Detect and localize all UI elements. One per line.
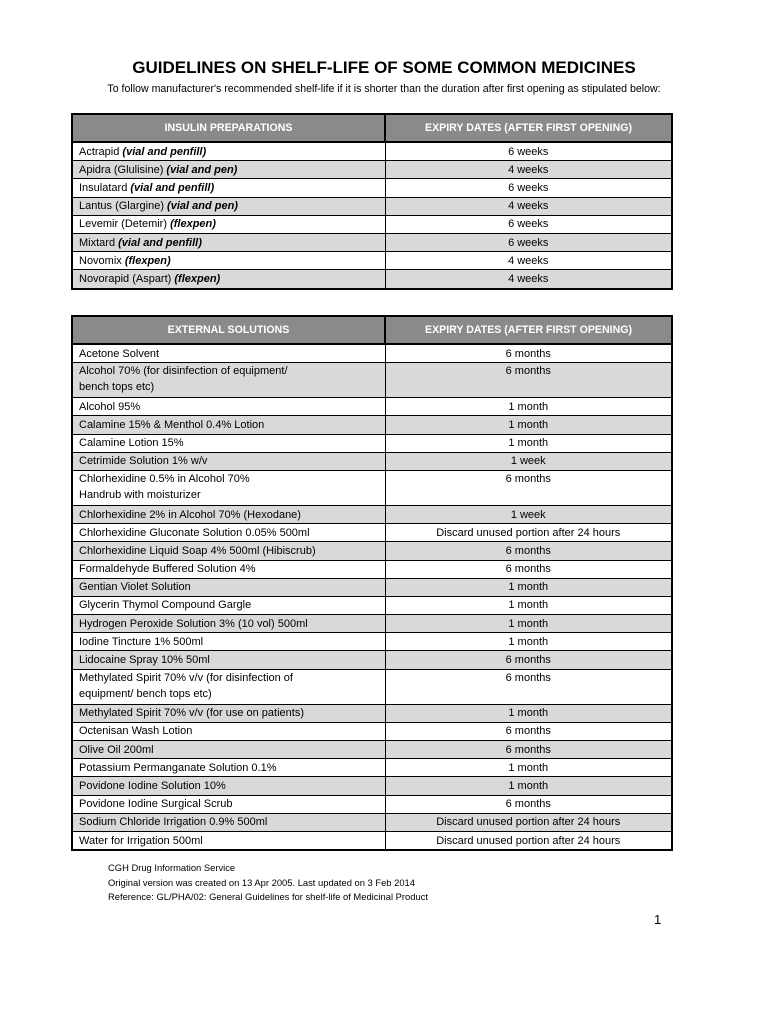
expiry-value: 6 months xyxy=(505,563,551,576)
preparation-form: (vial and pen) xyxy=(166,163,238,176)
solution-name-continued: Handrub with moisturizer xyxy=(79,488,201,501)
expiry-cell: 4 weeks xyxy=(385,270,672,289)
table-row xyxy=(72,777,672,795)
table-row xyxy=(72,233,672,251)
expiry-cell xyxy=(385,542,672,560)
expiry-value: 1 month xyxy=(508,779,549,792)
footer-source: CGH Drug Information Service xyxy=(108,862,236,873)
footer-reference: Reference: GL/PHA/02: General Guidelines for shelf-life of Medicinal Product xyxy=(108,891,428,902)
table-row xyxy=(72,215,672,233)
expiry-cell xyxy=(385,741,672,759)
table-row xyxy=(72,416,672,434)
page-number: 1 xyxy=(654,912,662,927)
solution-name-continued: equipment/ bench tops etc) xyxy=(79,687,212,700)
table-row xyxy=(72,578,672,596)
preparation-cell xyxy=(72,252,385,270)
table-row xyxy=(72,505,672,523)
expiry-cell: 6 weeks xyxy=(385,142,672,161)
expiry-cell xyxy=(385,452,672,470)
expiry-cell xyxy=(385,831,672,850)
external-table-header xyxy=(72,316,672,344)
expiry-cell xyxy=(385,722,672,740)
solution-cell xyxy=(72,831,385,850)
expiry-cell: 4 weeks xyxy=(385,252,672,270)
expiry-cell xyxy=(385,651,672,669)
solution-name: Chlorhexidine 2% in Alcohol 70% (Hexodane) xyxy=(79,508,301,521)
expiry-cell xyxy=(385,416,672,434)
expiry-value: 6 months xyxy=(505,347,551,360)
solution-name: Gentian Violet Solution xyxy=(79,581,191,594)
table-row xyxy=(72,470,672,505)
preparation-name: Levemir (Detemir) xyxy=(79,218,171,231)
expiry-cell xyxy=(385,470,672,505)
solution-cell xyxy=(72,633,385,651)
table-row xyxy=(72,722,672,740)
footer xyxy=(108,861,428,905)
table-row xyxy=(72,704,672,722)
solution-name: Olive Oil 200ml xyxy=(79,743,154,756)
solution-cell xyxy=(72,505,385,523)
solution-cell xyxy=(72,452,385,470)
expiry-value: 6 months xyxy=(505,472,551,485)
table-row xyxy=(72,344,672,363)
preparation-cell xyxy=(72,197,385,215)
table-row xyxy=(72,759,672,777)
expiry-cell xyxy=(385,759,672,777)
preparation-form: (vial and penfill) xyxy=(118,236,202,249)
preparation-form: (flexpen) xyxy=(124,254,171,267)
solution-name: Chlorhexidine Liquid Soap 4% 500ml (Hibiscrub) xyxy=(79,544,316,557)
table-row xyxy=(72,398,672,416)
expiry-value: 1 month xyxy=(508,581,549,594)
expiry-value: 6 months xyxy=(505,544,551,557)
table-row xyxy=(72,270,672,289)
solution-cell xyxy=(72,578,385,596)
preparation-name: Lantus (Glargine) xyxy=(79,200,168,213)
table-row xyxy=(72,795,672,813)
expiry-value: 1 month xyxy=(508,599,549,612)
expiry-value: 1 week xyxy=(510,455,546,468)
column-header-solution: EXTERNAL SOLUTIONS xyxy=(72,316,385,344)
expiry-cell: 6 weeks xyxy=(385,179,672,197)
expiry-value: 1 month xyxy=(508,707,549,720)
table-row xyxy=(72,560,672,578)
solution-name: Povidone Iodine Surgical Scrub xyxy=(79,798,233,811)
solution-cell xyxy=(72,560,385,578)
expiry-value: 1 month xyxy=(508,617,549,630)
expiry-value: 6 months xyxy=(505,798,551,811)
expiry-value: 1 month xyxy=(508,418,549,431)
expiry-value: Discard unused portion after 24 hours xyxy=(436,526,621,539)
page-subtitle: To follow manufacturer's recommended shelf-life if it is shorter than the duration after first opening as stipulated below: xyxy=(107,83,661,95)
solution-cell xyxy=(72,651,385,669)
expiry-cell xyxy=(385,434,672,452)
expiry-cell: 6 weeks xyxy=(385,233,672,251)
expiry-cell xyxy=(385,363,672,398)
preparation-cell xyxy=(72,142,385,161)
table-row xyxy=(72,363,672,398)
preparation-name: Novorapid (Aspart) xyxy=(79,272,175,285)
solution-cell xyxy=(72,813,385,831)
solution-cell xyxy=(72,615,385,633)
expiry-cell xyxy=(385,777,672,795)
solution-name: Formaldehyde Buffered Solution 4% xyxy=(79,563,256,576)
table-row xyxy=(72,633,672,651)
solution-name: Octenisan Wash Lotion xyxy=(79,725,193,738)
preparation-name: Actrapid xyxy=(79,145,123,158)
solution-cell xyxy=(72,669,385,704)
page-title: GUIDELINES ON SHELF-LIFE OF SOME COMMON MEDICINES xyxy=(132,58,636,77)
solution-cell xyxy=(72,795,385,813)
expiry-cell xyxy=(385,524,672,542)
solution-cell xyxy=(72,344,385,363)
preparation-form: (vial and penfill) xyxy=(122,145,207,158)
expiry-value: 6 months xyxy=(505,654,551,667)
solution-name: Calamine Lotion 15% xyxy=(79,437,184,450)
expiry-value: Discard unused portion after 24 hours xyxy=(436,834,621,847)
preparation-name: Insulatard xyxy=(79,181,131,194)
column-header-expiry: EXPIRY DATES (AFTER FIRST OPENING) xyxy=(385,316,672,344)
table-row xyxy=(72,452,672,470)
expiry-value: 1 month xyxy=(508,635,549,648)
expiry-cell xyxy=(385,398,672,416)
expiry-cell: 4 weeks xyxy=(385,161,672,179)
expiry-value: 1 month xyxy=(508,400,549,413)
expiry-cell xyxy=(385,615,672,633)
solution-name: Cetrimide Solution 1% w/v xyxy=(79,455,208,468)
preparation-form: (vial and penfill) xyxy=(130,181,215,194)
solution-name: Acetone Solvent xyxy=(79,347,160,360)
expiry-cell xyxy=(385,578,672,596)
expiry-value: 1 month xyxy=(508,761,549,774)
preparation-cell xyxy=(72,179,385,197)
solution-cell xyxy=(72,596,385,614)
solution-cell xyxy=(72,722,385,740)
preparation-name: Novomix xyxy=(79,254,125,267)
table-row xyxy=(72,434,672,452)
table-row xyxy=(72,542,672,560)
expiry-cell xyxy=(385,795,672,813)
column-header-expiry: EXPIRY DATES (AFTER FIRST OPENING) xyxy=(385,114,672,142)
expiry-cell xyxy=(385,344,672,363)
preparation-name: Mixtard xyxy=(79,236,119,249)
expiry-cell xyxy=(385,560,672,578)
expiry-cell: 4 weeks xyxy=(385,197,672,215)
preparation-form: (flexpen) xyxy=(174,272,221,285)
solution-cell xyxy=(72,434,385,452)
expiry-value: 6 months xyxy=(505,743,551,756)
column-header-preparation: INSULIN PREPARATIONS xyxy=(72,114,385,142)
solution-cell xyxy=(72,741,385,759)
expiry-cell xyxy=(385,633,672,651)
solution-cell xyxy=(72,470,385,505)
solution-name: Methylated Spirit 70% v/v (for disinfection of xyxy=(79,671,293,684)
expiry-cell xyxy=(385,505,672,523)
preparation-cell xyxy=(72,233,385,251)
solution-name: Alcohol 95% xyxy=(79,400,141,413)
preparation-form: (flexpen) xyxy=(170,218,216,231)
table-row xyxy=(72,831,672,850)
expiry-cell xyxy=(385,704,672,722)
table-row xyxy=(72,669,672,704)
solution-name-continued: bench tops etc) xyxy=(79,381,155,394)
expiry-value: 1 month xyxy=(508,437,549,450)
table-row xyxy=(72,615,672,633)
table-row xyxy=(72,651,672,669)
solution-cell xyxy=(72,759,385,777)
solution-name: Glycerin Thymol Compound Gargle xyxy=(79,599,252,612)
solution-name: Hydrogen Peroxide Solution 3% (10 vol) 500ml xyxy=(79,617,308,630)
preparation-name: Apidra (Glulisine) xyxy=(79,163,167,176)
solution-name: Potassium Permanganate Solution 0.1% xyxy=(79,761,277,774)
solution-cell xyxy=(72,542,385,560)
expiry-value: 6 months xyxy=(505,671,551,684)
solution-name: Chlorhexidine Gluconate Solution 0.05% 500ml xyxy=(79,526,310,539)
solution-name: Povidone Iodine Solution 10% xyxy=(79,779,226,792)
table-row xyxy=(72,813,672,831)
preparation-form: (vial and pen) xyxy=(167,200,238,213)
expiry-value: 6 months xyxy=(505,365,551,378)
solution-cell xyxy=(72,363,385,398)
insulin-table-header xyxy=(72,114,672,142)
expiry-value: Discard unused portion after 24 hours xyxy=(436,816,621,829)
solution-cell xyxy=(72,777,385,795)
solution-name: Iodine Tincture 1% 500ml xyxy=(79,635,204,648)
preparation-cell xyxy=(72,215,385,233)
solution-name: Alcohol 70% (for disinfection of equipment/ xyxy=(79,365,288,378)
expiry-value: 1 week xyxy=(510,508,546,521)
table-row xyxy=(72,179,672,197)
preparation-cell xyxy=(72,270,385,289)
solution-name: Lidocaine Spray 10% 50ml xyxy=(79,654,210,667)
footer-version: Original version was created on 13 Apr 2005. Last updated on 3 Feb 2014 xyxy=(108,876,415,888)
solution-cell xyxy=(72,704,385,722)
table-row xyxy=(72,596,672,614)
table-row xyxy=(72,741,672,759)
solution-name: Calamine 15% & Menthol 0.4% Lotion xyxy=(79,418,265,431)
table-row xyxy=(72,161,672,179)
table-row xyxy=(72,197,672,215)
preparation-cell xyxy=(72,161,385,179)
table-row xyxy=(72,524,672,542)
solution-cell xyxy=(72,398,385,416)
expiry-cell xyxy=(385,669,672,704)
expiry-cell: 6 weeks xyxy=(385,215,672,233)
solution-cell xyxy=(72,524,385,542)
expiry-cell xyxy=(385,596,672,614)
external-solutions-table xyxy=(71,315,673,851)
insulin-table xyxy=(71,113,673,290)
solution-cell xyxy=(72,416,385,434)
expiry-value: 6 months xyxy=(505,725,551,738)
solution-name: Sodium Chloride Irrigation 0.9% 500ml xyxy=(79,816,268,829)
solution-name: Water for Irrigation 500ml xyxy=(79,834,203,847)
expiry-cell xyxy=(385,813,672,831)
solution-name: Methylated Spirit 70% v/v (for use on patients) xyxy=(79,707,304,720)
table-row xyxy=(72,252,672,270)
table-row xyxy=(72,142,672,161)
solution-name: Chlorhexidine 0.5% in Alcohol 70% xyxy=(79,472,250,485)
